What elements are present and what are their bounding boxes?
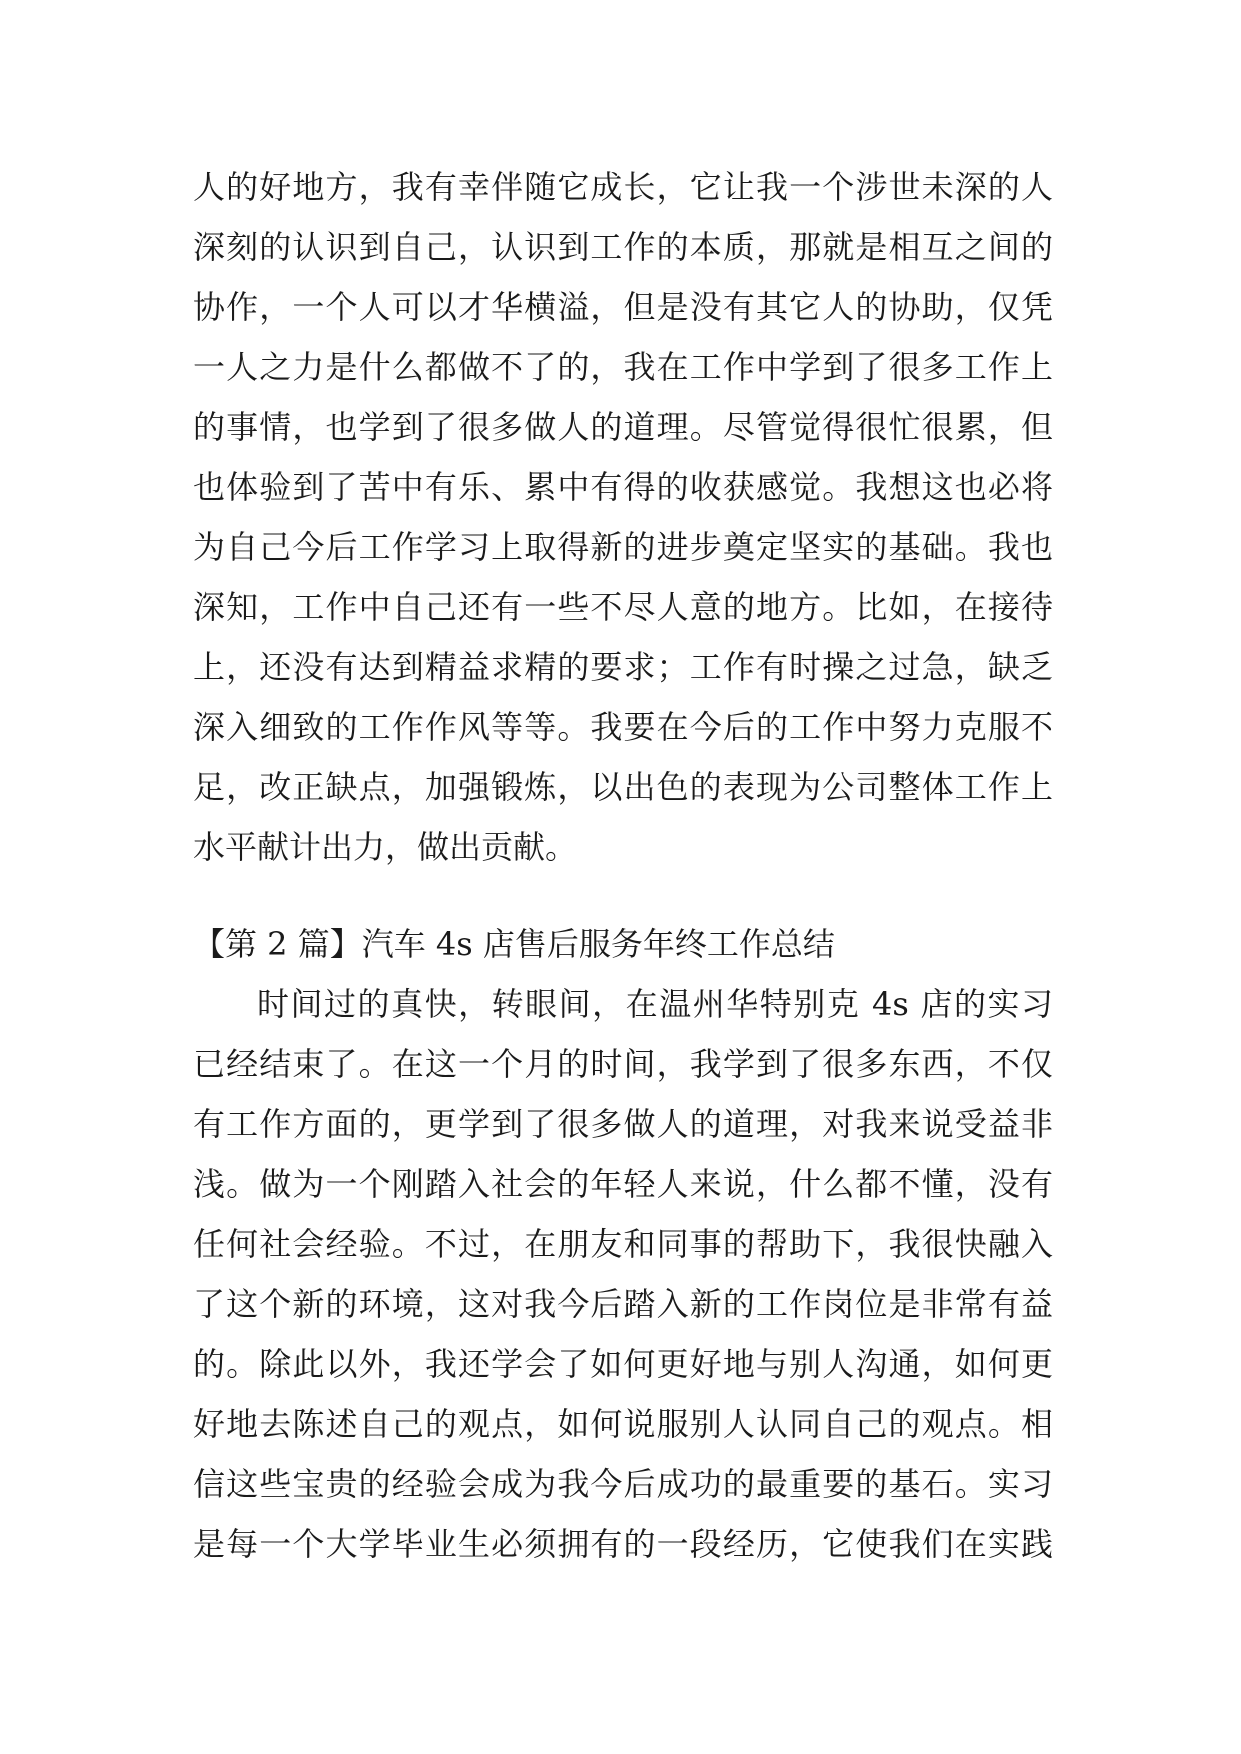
text-line: 好地去陈述自己的观点，如何说服别人认同自己的观点。相 — [193, 1405, 1053, 1443]
text-line: 协作，一个人可以才华横溢，但是没有其它人的协助，仅凭 — [193, 288, 1053, 326]
section-body — [193, 974, 1053, 1574]
text-line: 的。除此以外，我还学会了如何更好地与别人沟通，如何更 — [193, 1345, 1053, 1383]
text-line: 深刻的认识到自己，认识到工作的本质，那就是相互之间的 — [193, 228, 1053, 266]
text-line: 一人之力是什么都做不了的，我在工作中学到了很多工作上 — [193, 348, 1053, 386]
text-line: 有工作方面的，更学到了很多做人的道理，对我来说受益非 — [193, 1105, 1053, 1143]
text-line: 足，改正缺点，加强锻炼，以出色的表现为公司整体工作上 — [193, 768, 1053, 806]
text-line: 上，还没有达到精益求精的要求；工作有时操之过急，缺乏 — [193, 648, 1053, 686]
text-line: 深知，工作中自己还有一些不尽人意的地方。比如，在接待 — [193, 588, 1053, 626]
text-line: 任何社会经验。不过，在朋友和同事的帮助下，我很快融入 — [193, 1225, 1053, 1263]
section-heading: 【第 2 篇】汽车 4s 店售后服务年终工作总结 — [193, 925, 835, 963]
text-line: 为自己今后工作学习上取得新的进步奠定坚实的基础。我也 — [193, 528, 1053, 566]
text-line: 深入细致的工作作风等等。我要在今后的工作中努力克服不 — [193, 708, 1053, 746]
text-line: 信这些宝贵的经验会成为我今后成功的最重要的基石。实习 — [193, 1465, 1053, 1503]
paragraph-continuation — [193, 157, 1053, 877]
text-line: 也体验到了苦中有乐、累中有得的收获感觉。我想这也必将 — [193, 468, 1053, 506]
text-line: 已经结束了。在这一个月的时间，我学到了很多东西，不仅 — [193, 1045, 1053, 1083]
text-line: 了这个新的环境，这对我今后踏入新的工作岗位是非常有益 — [193, 1285, 1053, 1323]
text-line: 人的好地方，我有幸伴随它成长，它让我一个涉世未深的人 — [193, 168, 1053, 206]
text-line: 时间过的真快，转眼间，在温州华特别克 4s 店的实习 — [257, 985, 1053, 1023]
text-line: 的事情，也学到了很多做人的道理。尽管觉得很忙很累，但 — [193, 408, 1053, 446]
text-line: 浅。做为一个刚踏入社会的年轻人来说，什么都不懂，没有 — [193, 1165, 1053, 1203]
text-line: 是每一个大学毕业生必须拥有的一段经历，它使我们在实践 — [193, 1525, 1053, 1563]
text-line: 水平献计出力，做出贡献。 — [193, 828, 578, 866]
